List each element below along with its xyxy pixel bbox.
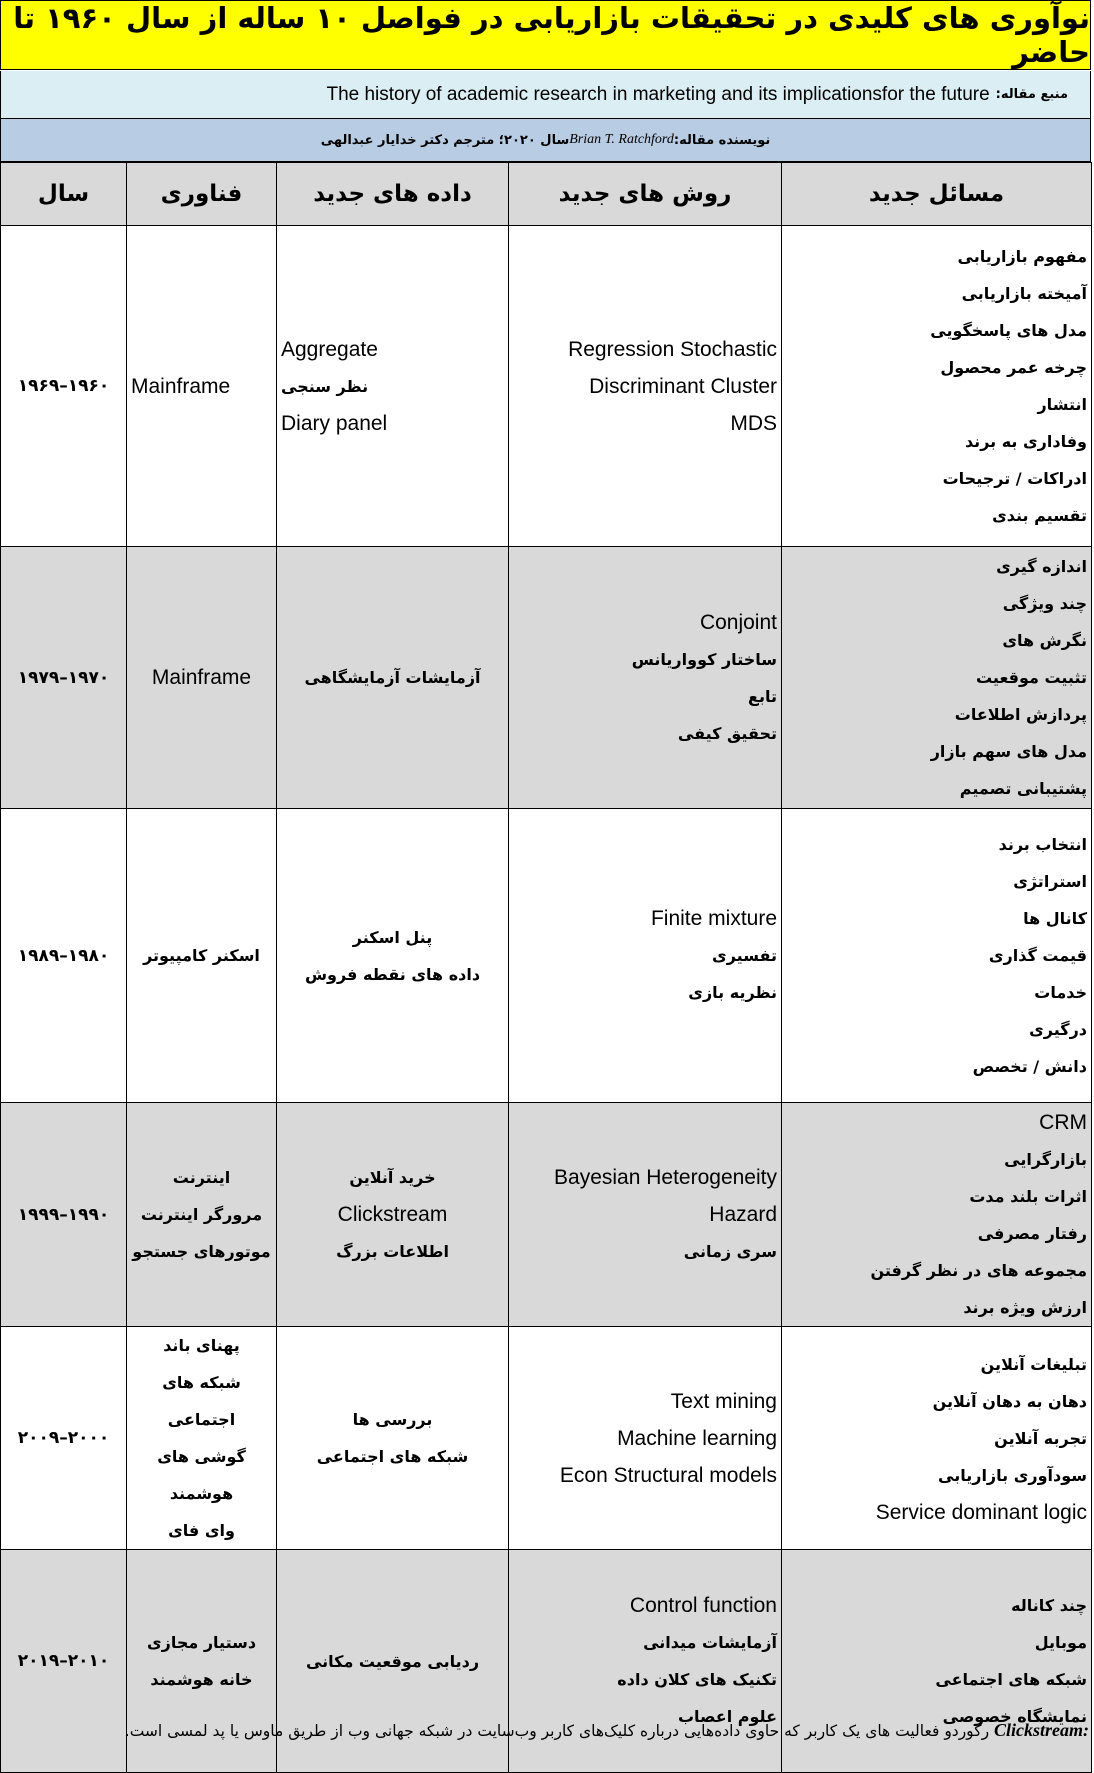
data-list	[277, 1643, 508, 1680]
issues-item: کانال ها	[1023, 909, 1087, 928]
source-label: منبع مقاله:	[995, 87, 1068, 102]
methods-item: سری زمانی	[683, 1242, 777, 1261]
methods-item: علوم اعصاب	[677, 1707, 777, 1726]
data-item: Clickstream	[337, 1203, 448, 1226]
data-list	[277, 659, 508, 696]
table-row	[1, 809, 1092, 1103]
data-item: ردیابی موقعیت مکانی	[305, 1651, 480, 1671]
header-issues: مسائل جدید	[782, 163, 1092, 226]
cell-technology	[127, 1103, 277, 1327]
technology-item: Mainframe	[151, 666, 252, 689]
technology-item: اسکنر کامپیوتر	[143, 946, 260, 965]
title-text: نوآوری های کلیدی در تحقیقات بازاریابی در فواصل ۱۰ ساله از سال ۱۹۶۰ تا حاضر	[13, 1, 1090, 69]
cell-year: ۲۰۰۰–۲۰۰۹	[1, 1327, 127, 1550]
issues-list	[782, 238, 1091, 534]
cell-issues	[782, 547, 1092, 809]
issues-item: خدمات	[1034, 983, 1087, 1002]
cell-technology	[127, 809, 277, 1103]
header-year: سال	[1, 163, 127, 226]
data-list	[277, 919, 508, 993]
issues-item: نگرش های	[1002, 631, 1087, 650]
cell-data	[277, 1327, 509, 1550]
header-data: داده های جدید	[277, 163, 509, 226]
technology-list	[127, 937, 276, 974]
methods-item: Bayesian Heterogeneity	[554, 1166, 777, 1189]
issues-list	[782, 1587, 1091, 1735]
issues-item: تجربه آنلاین	[994, 1428, 1087, 1448]
issues-list	[782, 826, 1091, 1085]
footnote	[0, 1720, 1089, 1741]
technology-item: Mainframe	[131, 374, 231, 398]
data-item: آزمایشات آزمایشگاهی	[304, 668, 481, 687]
methods-item: تکنیک های کلان داده	[617, 1670, 777, 1689]
issues-item: استراتژی	[1013, 872, 1087, 891]
issues-item: انتخاب برند	[998, 835, 1087, 854]
author-rest: سال ۲۰۲۰؛ مترجم دکتر خدایار عبدالهی	[320, 132, 570, 148]
cell-data	[277, 547, 509, 809]
issues-item: موبایل	[1034, 1633, 1087, 1652]
cell-issues	[782, 1327, 1092, 1550]
issues-item: شبکه های اجتماعی	[935, 1670, 1087, 1689]
header-technology: فناوری	[127, 163, 277, 226]
issues-item: درگیری	[1029, 1020, 1087, 1039]
methods-list	[509, 900, 781, 1011]
technology-list	[127, 1624, 276, 1698]
issues-item: دهان به دهان آنلاین	[932, 1391, 1087, 1411]
methods-list	[509, 331, 781, 442]
cell-data	[277, 1103, 509, 1327]
data-item: شبکه های اجتماعی	[316, 1447, 469, 1466]
issues-item: قیمت گذاری	[988, 946, 1087, 965]
issues-item: اندازه گیری	[996, 557, 1087, 576]
header-methods: روش های جدید	[509, 163, 782, 226]
technology-item: شبکه های اجتماعی	[162, 1373, 241, 1429]
issues-item: چند ویژگی	[1002, 594, 1087, 613]
issues-list	[782, 548, 1091, 807]
issues-item: رفتار مصرفی	[977, 1223, 1087, 1243]
author-label: نویسنده مقاله:	[673, 132, 771, 148]
table-row	[1, 226, 1092, 547]
footnote-text: رکوردو فعالیت های یک کاربر که حاوی داده‌هایی درباره کلیک‌های کاربر وب‌سایت در شبکه جهانی وب از طریق ماوس یا پد لمسی است.	[124, 1722, 990, 1740]
cell-methods	[509, 547, 782, 809]
issues-item: دانش / تخصص	[972, 1057, 1087, 1076]
technology-item: وای فای	[168, 1521, 235, 1540]
technology-list	[127, 1327, 276, 1549]
issues-item: وفاداری به برند	[964, 432, 1087, 451]
cell-technology	[127, 547, 277, 809]
table-row	[1, 547, 1092, 809]
cell-data	[277, 809, 509, 1103]
methods-item: تحقیق کیفی	[677, 723, 777, 743]
methods-item: Regression Stochastic	[568, 337, 777, 361]
table-row	[1, 1327, 1092, 1550]
cell-methods	[509, 1327, 782, 1550]
methods-item: Conjoint	[699, 610, 777, 634]
page-title	[0, 0, 1091, 70]
issues-item: CRM	[1039, 1110, 1087, 1134]
data-item: Diary panel	[281, 411, 388, 435]
header-row	[1, 163, 1092, 226]
data-item: Aggregate	[281, 337, 378, 361]
issues-item: Service dominant logic	[875, 1500, 1087, 1524]
methods-list	[509, 604, 781, 752]
issues-item: پردازش اطلاعات	[954, 705, 1087, 724]
technology-item: موتورهای جستجو	[132, 1242, 271, 1261]
technology-item: اینترنت	[172, 1168, 231, 1187]
cell-issues	[782, 226, 1092, 547]
cell-data	[277, 226, 509, 547]
technology-list	[127, 1159, 276, 1270]
issues-item: بازارگرایی	[1004, 1149, 1087, 1169]
data-item: نظر سنجی	[281, 376, 369, 396]
methods-item: تفسیری	[712, 946, 777, 965]
issues-item: تثبیت موقعیت	[975, 668, 1087, 687]
technology-list	[127, 659, 276, 696]
data-item: پنل اسکنر	[352, 927, 433, 947]
issues-item: مدل های پاسخگویی	[930, 321, 1087, 340]
cell-methods	[509, 1103, 782, 1327]
issues-item: مدل های سهم بازار	[930, 742, 1087, 761]
cell-year: ۱۹۶۰–۱۹۶۹	[1, 226, 127, 547]
data-list	[277, 1159, 508, 1270]
cell-technology	[127, 1327, 277, 1550]
methods-item: Finite mixture	[650, 907, 777, 930]
technology-item: پهنای باند	[163, 1336, 240, 1355]
issues-item: نمایشگاه خصوصی	[942, 1707, 1087, 1726]
issues-item: ارزش ویژه برند	[963, 1297, 1087, 1317]
cell-technology	[127, 226, 277, 547]
issues-item: مفهوم بازاریابی	[957, 247, 1087, 266]
table-row	[1, 1103, 1092, 1327]
source-bar	[0, 71, 1091, 119]
footnote-term: Clickstream:	[994, 1720, 1089, 1740]
innovations-table	[0, 162, 1092, 1773]
data-list	[277, 1401, 508, 1475]
cell-year: ۱۹۷۰–۱۹۷۹	[1, 547, 127, 809]
methods-list	[509, 1159, 781, 1270]
issues-item: مجموعه های در نظر گرفتن	[870, 1260, 1087, 1280]
cell-issues	[782, 1103, 1092, 1327]
author-name: Brian T. Ratchford	[569, 132, 674, 147]
methods-list	[509, 1587, 781, 1735]
methods-item: ساختار کوواریانس	[631, 649, 777, 669]
data-list	[277, 331, 508, 442]
methods-item: آزمایشات میدانی	[643, 1633, 777, 1652]
cell-year: ۲۰۱۰–۲۰۱۹	[1, 1550, 127, 1773]
cell-year: ۱۹۸۰–۱۹۸۹	[1, 809, 127, 1103]
methods-item: Discriminant Cluster	[589, 374, 777, 398]
source-text: The history of academic research in marketing and its implicationsfor the future	[326, 83, 990, 105]
methods-item: تابع	[748, 686, 777, 706]
methods-item: Machine learning	[617, 1426, 777, 1450]
cell-issues	[782, 809, 1092, 1103]
methods-item: Control function	[629, 1594, 777, 1617]
issues-item: تقسیم بندی	[992, 506, 1087, 525]
technology-item: خانه هوشمند	[150, 1670, 253, 1689]
data-item: خرید آنلاین	[349, 1168, 436, 1187]
data-item: بررسی ها	[352, 1410, 433, 1429]
cell-year: ۱۹۹۰–۱۹۹۹	[1, 1103, 127, 1327]
cell-methods	[509, 809, 782, 1103]
methods-item: MDS	[730, 411, 777, 435]
issues-list	[782, 1346, 1091, 1531]
issues-item: چند کاناله	[1011, 1596, 1087, 1615]
methods-item: نظریه بازی	[688, 983, 777, 1002]
data-item: داده های نقطه فروش	[304, 964, 481, 984]
methods-item: Hazard	[709, 1203, 777, 1226]
cell-methods	[509, 226, 782, 547]
issues-list	[782, 1104, 1091, 1326]
issues-item: سودآوری بازاریابی	[938, 1465, 1087, 1485]
issues-item: انتشار	[1037, 395, 1087, 414]
methods-list	[509, 1383, 781, 1494]
author-bar	[0, 119, 1091, 162]
issues-item: آمیخته بازاریابی	[961, 284, 1087, 303]
technology-item: دستیار مجازی	[146, 1633, 257, 1652]
technology-item: گوشی های هوشمند	[157, 1447, 246, 1503]
issues-item: چرخه عمر محصول	[940, 358, 1087, 377]
methods-item: Econ Structural models	[559, 1463, 777, 1487]
data-item: اطلاعات بزرگ	[336, 1242, 449, 1261]
issues-item: تبلیغات آنلاین	[980, 1354, 1087, 1374]
issues-item: ادراکات / ترجیحات	[942, 469, 1087, 488]
issues-item: پشتیبانی تصمیم	[959, 779, 1087, 798]
issues-item: اثرات بلند مدت	[969, 1186, 1087, 1206]
technology-item: مرورگر اینترنت	[140, 1205, 263, 1224]
methods-item: Text mining	[670, 1389, 777, 1413]
technology-list	[127, 368, 276, 405]
